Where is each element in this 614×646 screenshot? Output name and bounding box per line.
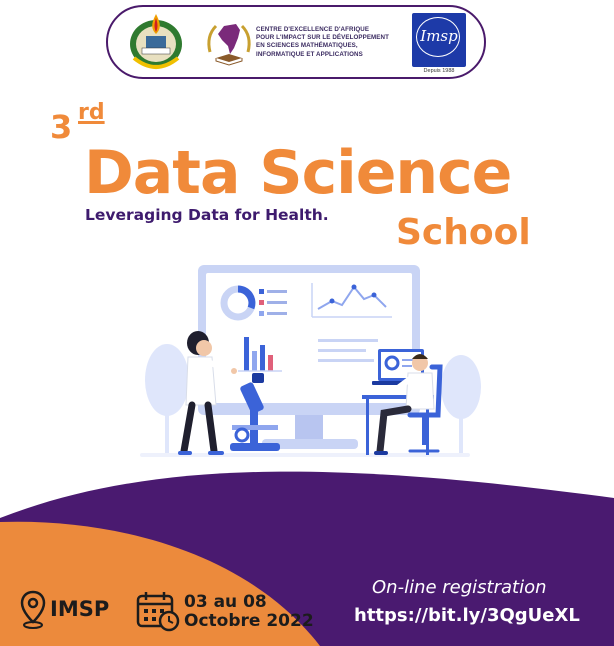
uac-motto [0, 0, 1, 1]
ceaf-line: INFORMATIQUE ET APPLICATIONS [256, 50, 363, 58]
ceaf-line: EN SCIENCES MATHÉMATIQUES, [256, 42, 358, 50]
registration-link[interactable]: https://bit.ly/3QgUeXL [354, 605, 580, 626]
data-science-illustration [0, 255, 614, 470]
event-date-line1: 03 au 08 [184, 592, 267, 612]
ceaf-text [256, 26, 406, 59]
ceaf-africa-icon [202, 14, 256, 68]
uac-emblem-icon [124, 8, 188, 74]
monitor-stand [295, 415, 323, 441]
page-title: Data Science [84, 138, 512, 208]
tree-left [145, 344, 189, 453]
edition-suffix: rd [78, 100, 105, 125]
page-title-school: School [396, 212, 531, 253]
ceaf-line: POUR L'IMPACT SUR LE DÉVELOPPEMENT [256, 34, 389, 42]
ceaf-line: CENTRE D'EXCELLENCE D'AFRIQUE [256, 26, 370, 33]
registration-label: On-line registration [372, 577, 547, 598]
location-pin-icon [20, 590, 46, 630]
calendar-icon [136, 590, 180, 632]
imsp-since: Depuis 1988 [423, 68, 455, 74]
edition-number: 3 [50, 108, 73, 146]
imsp-logo-name: Imsp [420, 27, 458, 45]
event-date-line2: Octobre 2022 [184, 611, 314, 631]
page-subtitle: Leveraging Data for Health. [85, 206, 329, 224]
venue-label: IMSP [50, 597, 110, 621]
